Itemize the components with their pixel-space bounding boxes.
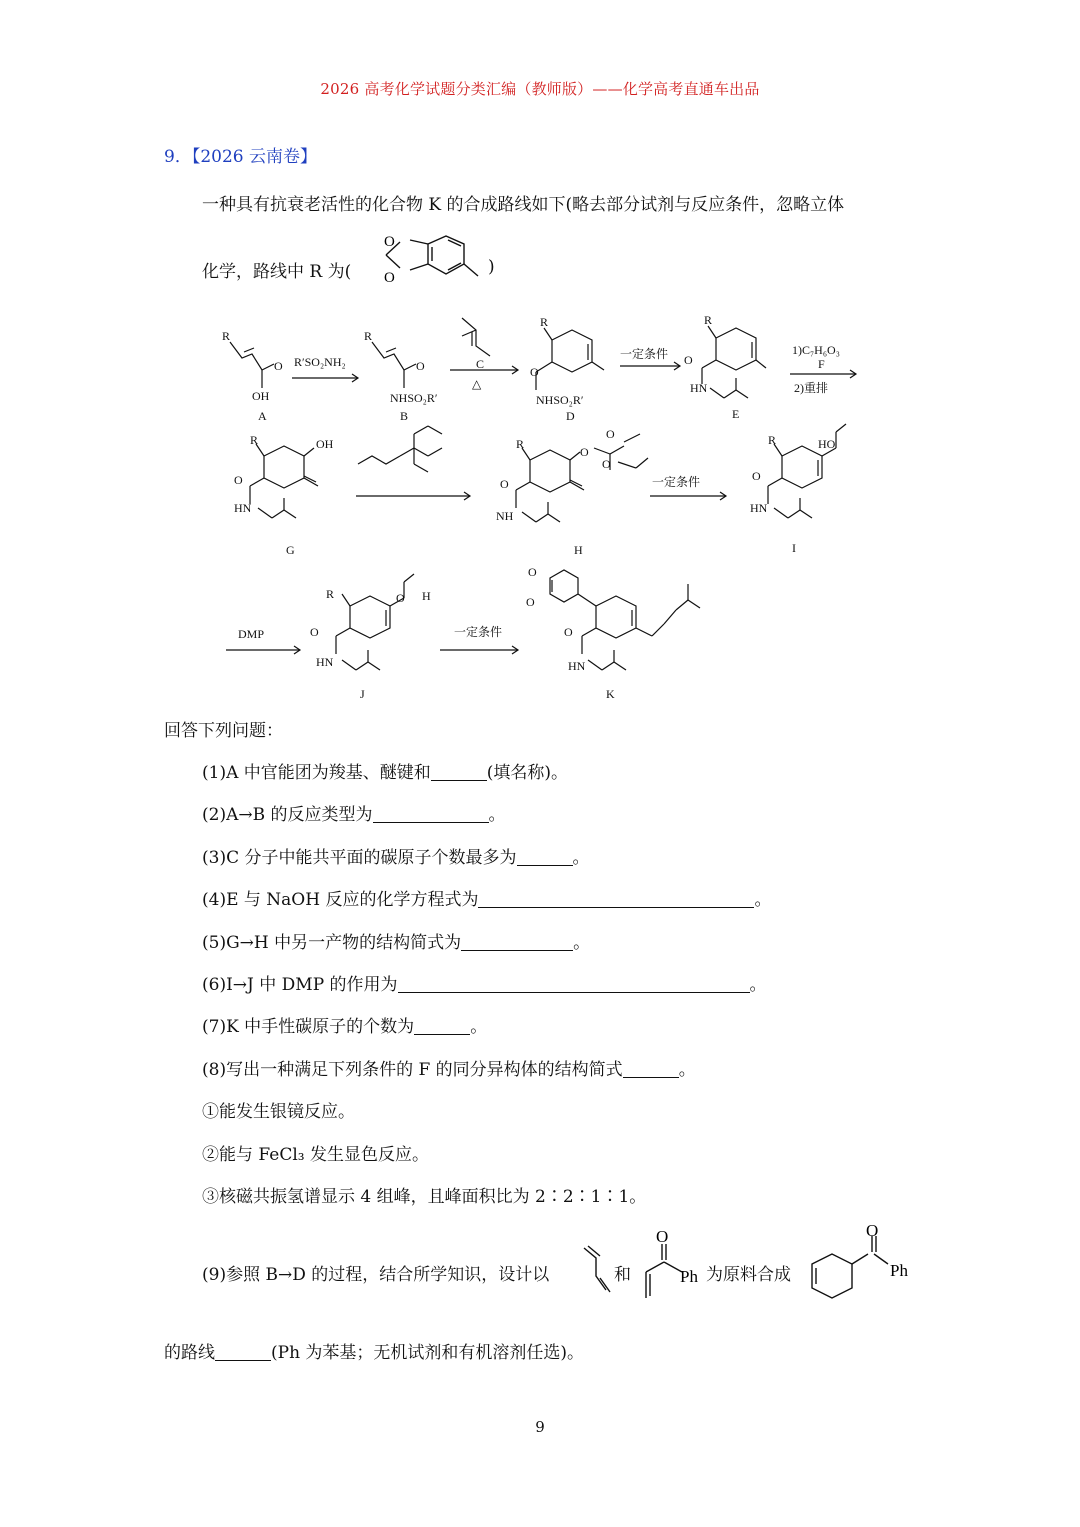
q4-tail: 。 [754,890,772,910]
condition-HI: 一定条件 [652,475,701,489]
svg-text:O: O [530,365,539,379]
svg-text:HO: HO [818,437,836,451]
compound-J [350,596,390,638]
subquestion-8 [202,1055,696,1080]
q9-ph-1: Ph [680,1267,698,1286]
svg-text:O: O [500,477,509,491]
svg-text:O: O [602,457,611,471]
target-product-structure [800,1220,920,1314]
subquestion-6 [202,970,767,995]
reagent-IJ: DMP [238,627,265,641]
answer-blank-7[interactable] [414,1017,470,1035]
svg-text:R: R [364,329,373,343]
q4-text: (4)E 与 NaOH 反应的化学方程式为 [202,890,479,910]
label-E: E [732,407,740,421]
label-K: K [606,687,615,701]
reagent-AB: R′SO₂NH₂ [294,355,346,369]
condition-2: ②能与 FeCl₃ 发生显色反应。 [202,1145,429,1165]
svg-text:HN: HN [568,659,586,673]
svg-text:O: O [396,591,405,605]
q2-tail: 。 [488,805,506,825]
q6-text: (6)I→J 中 DMP 的作用为 [202,975,398,995]
prompt: 回答下列问题： [164,721,283,741]
svg-text:HN: HN [234,501,252,515]
label-B: B [400,409,409,423]
svg-text:O: O [526,595,535,609]
answer-blank-5[interactable] [461,933,573,951]
svg-text:R: R [516,437,525,451]
q5-text: (5)G→H 中另一产物的结构简式为 [202,933,462,953]
reagent-EF-1: 1)C₇H₆O₃ [792,343,840,357]
intro-line-2 [202,257,351,282]
answer-blank-8[interactable] [623,1060,679,1078]
answer-blank-9[interactable] [215,1343,271,1361]
subquestion-3 [202,843,590,868]
compound-G [264,446,304,488]
svg-text:O: O [752,469,761,483]
label-C: C [476,357,485,371]
svg-text:NHSO₂R′: NHSO₂R′ [536,393,584,407]
svg-text:R: R [768,433,777,447]
q9-text: (9)参照 B→D 的过程，结合所学知识，设计以 [202,1265,550,1285]
compound-E [716,328,756,370]
q7-text: (7)K 中手性碳原子的个数为 [202,1017,415,1037]
q9-tail-note: (Ph 为苯基；无机试剂和有机溶剂任选)。 [271,1343,585,1363]
q9-oxygen-1: O [656,1227,669,1246]
label-I: I [792,541,796,555]
intro-line-2-b: ) [488,257,495,277]
svg-text:O: O [310,625,319,639]
answer-blank-1[interactable] [431,763,487,781]
svg-text:O: O [416,359,425,373]
q8-tail: 。 [678,1060,696,1080]
svg-text:H: H [422,589,431,603]
compound-B [372,342,416,370]
label-F: F [818,357,825,371]
q6-tail: 。 [749,975,767,995]
q1-text: (1)A 中官能团为羧基、醚键和 [202,763,431,783]
subquestion-1 [202,758,568,783]
subquestion-7 [202,1012,487,1037]
svg-text:R: R [222,329,231,343]
subquestion-9 [202,1260,549,1285]
compound-H [530,450,570,492]
compound-K-benzodioxole [550,570,578,602]
label-J: J [360,687,365,701]
svg-text:OH: OH [252,389,270,403]
condition-DE: 一定条件 [620,347,669,361]
subquestion-5 [202,928,590,953]
condition-3: ③核磁共振氢谱显示 4 组峰，且峰面积比为 2∶2∶1∶1。 [202,1187,647,1207]
condition-1: ①能发生银镜反应。 [202,1102,355,1122]
svg-text:R: R [704,313,713,327]
q5-tail: 。 [573,933,591,953]
compound-I [782,446,822,488]
q7-tail: 。 [470,1017,488,1037]
question-heading [164,142,317,167]
compound-K [596,596,636,638]
svg-text:O: O [384,234,395,250]
svg-text:R: R [540,315,549,329]
phenyl-vinyl-ketone-structure [636,1226,706,1306]
subquestion-2 [202,800,506,825]
answer-blank-6[interactable] [398,975,750,993]
svg-text:OH: OH [316,437,334,451]
svg-text:HN: HN [316,655,334,669]
q3-tail: 。 [572,848,590,868]
intro-line-2-a: 化学，路线中 R 为( [202,262,352,282]
q9-ph-2: Ph [890,1261,908,1280]
svg-text:R: R [326,587,335,601]
condition-JK: 一定条件 [454,625,503,639]
compound-A [230,342,274,370]
q9-oxygen-2: O [866,1221,879,1240]
svg-text:O: O [528,565,537,579]
condition-CD: △ [472,377,482,391]
svg-text:NHSO₂R′: NHSO₂R′ [390,391,438,405]
r-group-structure [360,232,490,294]
answer-blank-4[interactable] [478,890,754,908]
synthesis-scheme [200,310,900,705]
reagent-EF-2: 2)重排 [794,381,828,395]
svg-text:O: O [606,427,615,441]
question-number: 9． [164,147,192,167]
svg-text:O: O [684,353,693,367]
compound-D [552,330,592,372]
compound-C [462,318,490,356]
svg-text:O: O [580,445,589,459]
svg-text:O: O [384,270,395,286]
label-D: D [566,409,575,423]
svg-text:NH: NH [496,509,514,523]
svg-text:O: O [274,359,283,373]
q9-tail-text: 的路线 [164,1343,215,1363]
label-G: G [286,543,295,557]
page-header: 2026 高考化学试题分类汇编（教师版）——化学高考直通车出品 [320,80,760,98]
intro-line-1: 一种具有抗衰老活性的化合物 K 的合成路线如下(略去部分试剂与反应条件，忽略立体 [202,195,845,215]
page-number: 9 [535,1418,545,1436]
answer-blank-3[interactable] [517,848,573,866]
svg-text:HN: HN [750,501,768,515]
svg-text:O: O [234,473,243,487]
svg-text:HN: HN [690,381,708,395]
subquestion-9-tail [164,1338,584,1363]
q9-and: 和 [614,1265,631,1285]
answer-blank-2[interactable] [373,805,489,823]
svg-text:O: O [564,625,573,639]
butadiene-structure [576,1240,612,1300]
question-source: 【2026 云南卷】 [191,147,317,167]
label-H: H [574,543,583,557]
q8-text: (8)写出一种满足下列条件的 F 的同分异构体的结构简式 [202,1060,623,1080]
subquestion-4 [202,885,771,910]
q2-text: (2)A→B 的反应类型为 [202,805,373,825]
q3-text: (3)C 分子中能共平面的碳原子个数最多为 [202,848,517,868]
svg-text:R: R [250,433,259,447]
label-A: A [258,409,267,423]
q1-tail: (填名称)。 [486,763,569,783]
q9-target-text: 为原料合成 [706,1265,791,1285]
